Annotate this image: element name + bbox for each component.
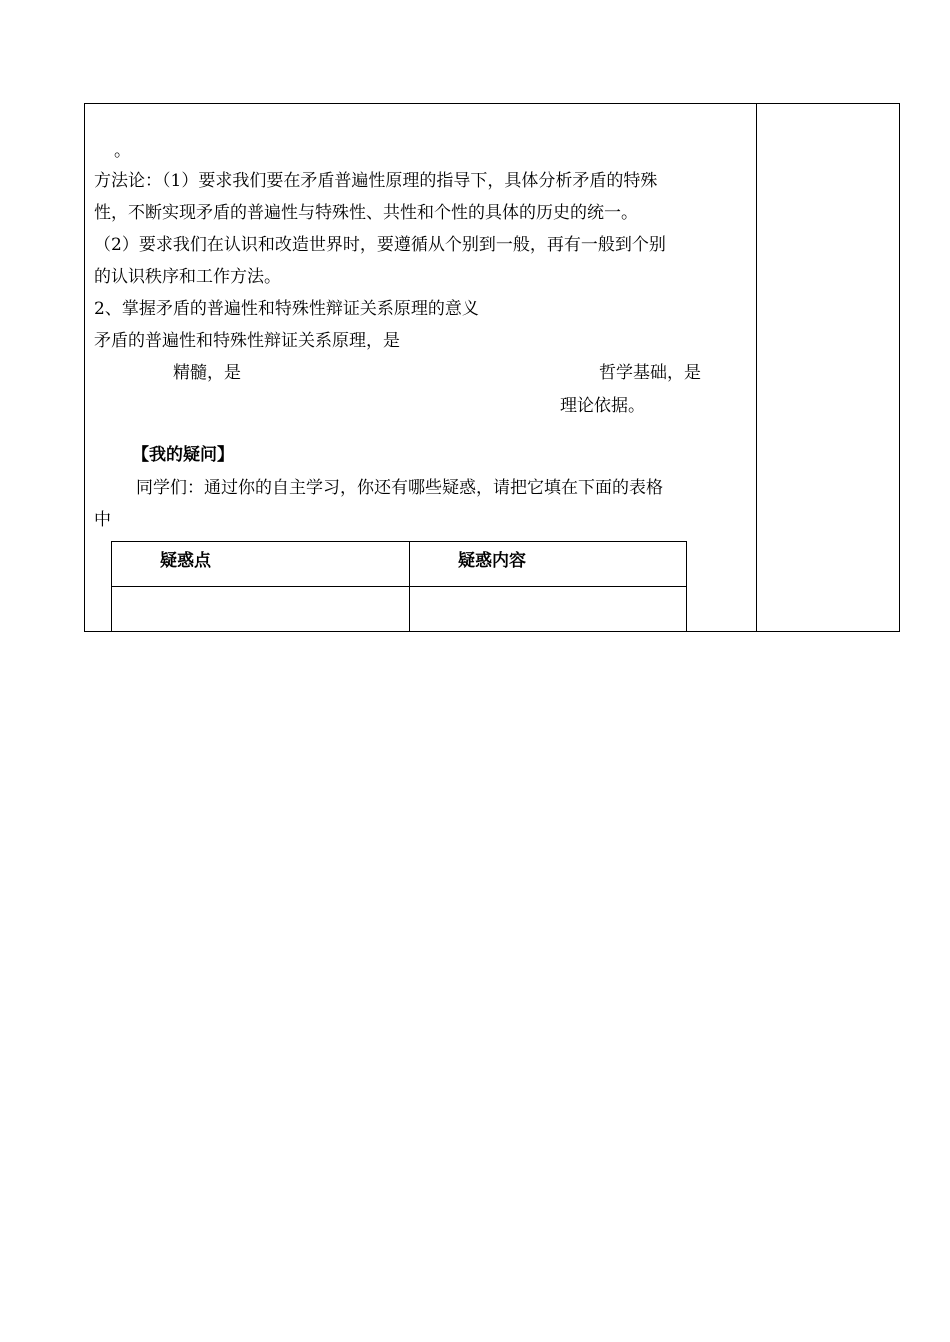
doubt-content-value — [410, 587, 686, 591]
header-cell-doubt-point — [112, 542, 410, 587]
period-mark: 。 — [114, 141, 131, 161]
blank-c-text: 理论依据。 — [560, 396, 645, 416]
questions-table — [111, 541, 687, 632]
header-doubt-point: 疑惑点 — [160, 551, 211, 571]
item2-title: 2、掌握矛盾的普遍性和特殊性辩证关系原理的意义 — [94, 299, 479, 319]
method2-line-2: 的认识秩序和工作方法。 — [94, 267, 281, 287]
header-cell-doubt-content — [410, 542, 687, 587]
questions-table-header-row — [112, 542, 687, 587]
questions-prompt-line-2: 中 — [94, 510, 111, 530]
blank-a-text: 精髓，是 — [173, 363, 241, 383]
questions-prompt-line-1: 同学们：通过你的自主学习，你还有哪些疑惑，请把它填在下面的表格 — [136, 478, 663, 498]
blank-b-text: 哲学基础，是 — [599, 363, 701, 383]
header-doubt-content: 疑惑内容 — [458, 551, 526, 571]
method2-line-1: （2）要求我们在认识和改造世界时，要遵循从个别到一般，再有一般到个别 — [94, 235, 666, 255]
doubt-point-input-cell[interactable] — [112, 587, 410, 632]
method-line-2: 性，不断实现矛盾的普遍性与特殊性、共性和个性的具体的历史的统一。 — [94, 203, 638, 223]
column-divider — [756, 103, 757, 632]
meaning-line-1: 矛盾的普遍性和特殊性辩证关系原理，是 — [94, 331, 400, 351]
questions-heading: 【我的疑问】 — [132, 445, 234, 465]
doubt-content-input-cell[interactable] — [410, 587, 687, 632]
table-row — [112, 587, 687, 632]
method-line-1: 方法论：（1）要求我们要在矛盾普遍性原理的指导下，具体分析矛盾的特殊 — [94, 171, 658, 191]
doubt-point-value — [112, 587, 409, 591]
